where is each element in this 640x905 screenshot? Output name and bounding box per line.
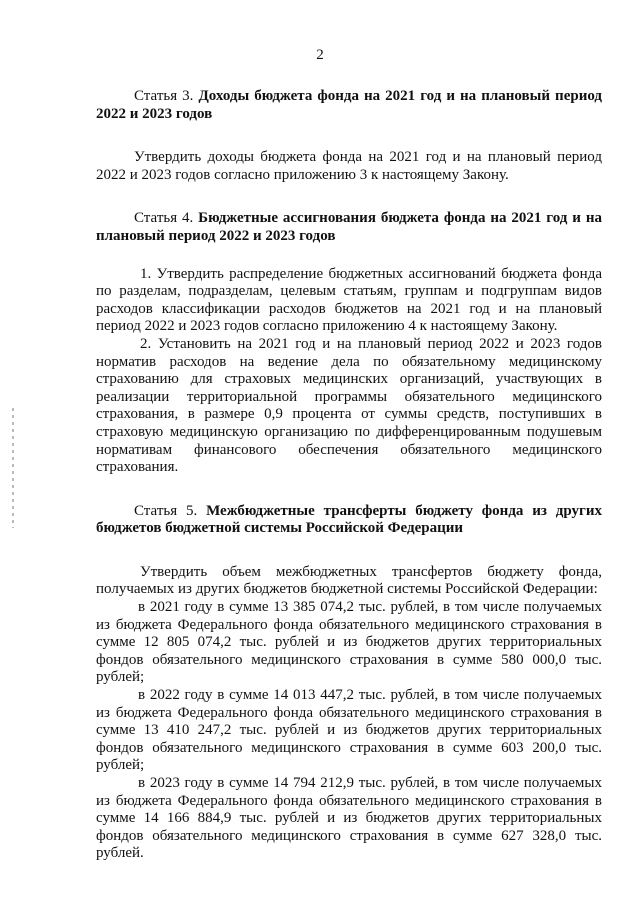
page-number: 2 bbox=[316, 47, 324, 63]
article-5-year-2022: в 2022 году в сумме 14 013 447,2 тыс. рублей, в том числе получаемых из бюджета Федерального фонда обязательного медицинского страхования в сумме 13 410 247,2 тыс. рублей и из бюджетов других территориальных фондов обязательного медицинского страхования в сумме 603 200,0 тыс. рублей; bbox=[96, 687, 602, 774]
article-3-text: Утвердить доходы бюджета фонда на 2021 год и на плановый период 2022 и 2023 годов согласно приложению 3 к настоящему Закону. bbox=[96, 149, 602, 183]
article-4-item-1: 1. Утвердить распределение бюджетных ассигнований бюджета фонда по разделам, подразделам, целевым статьям, группам и подгруппам видов расходов классификации расходов бюджетов на 2021 год и на плановый период 2022 и 2023 годов согласно приложению 4 к настоящему Закону. bbox=[96, 265, 602, 335]
spacer bbox=[96, 477, 602, 503]
article-5-label: Статья 5. bbox=[134, 502, 198, 519]
spacer bbox=[96, 246, 602, 266]
spacer bbox=[96, 123, 602, 149]
article-3-heading bbox=[96, 88, 602, 123]
article-5-title: Межбюджетные трансферты бюджету фонда из других бюджетов бюджетной системы Российской Федерации bbox=[96, 502, 602, 537]
scan-edge-mark bbox=[12, 408, 14, 528]
article-3-label: Статья 3. bbox=[134, 88, 194, 104]
article-5-heading bbox=[96, 503, 602, 538]
spacer bbox=[96, 184, 602, 210]
spacer bbox=[96, 538, 602, 564]
article-5-intro: Утвердить объем межбюджетных трансфертов бюджету фонда, получаемых из других бюджетов бюджетной системы Российской Федерации: bbox=[96, 563, 602, 598]
document-body bbox=[96, 88, 602, 863]
article-3-title: Доходы бюджета фонда на 2021 год и на плановый период 2022 и 2023 годов bbox=[96, 88, 602, 122]
article-4-label: Статья 4. bbox=[134, 210, 194, 227]
article-5-year-2021: в 2021 году в сумме 13 385 074,2 тыс. рублей, в том числе получаемых из бюджета Федерального фонда обязательного медицинского страхования в сумме 12 805 074,2 тыс. рублей и из бюджетов других территориальных фондов обязательного медицинского страхования в сумме 580 000,0 тыс. рублей; bbox=[96, 599, 602, 686]
article-4-title: Бюджетные ассигнования бюджета фонда на 2021 год и на плановый период 2022 и 2023 годов bbox=[96, 210, 602, 244]
article-4-item-2: 2. Установить на 2021 год и на плановый период 2022 и 2023 годов норматив расходов на ведение дела по обязательному медицинскому страхованию для страховых медицинских организаций, участвующих в реализации территориальной программы обязательного медицинского страхования, в размере 0,9 процента от суммы средств, поступивших в страховую медицинскую организацию по дифференцированным подушевым нормативам финансового обеспечения обязательного медицинского страхования. bbox=[96, 335, 602, 476]
article-5-year-2023: в 2023 году в сумме 14 794 212,9 тыс. рублей, в том числе получаемых из бюджета Федерального фонда обязательного медицинского страхования в сумме 14 166 884,9 тыс. рублей и из бюджетов других территориальных фондов обязательного медицинского страхования в сумме 627 328,0 тыс. рублей. bbox=[96, 775, 602, 862]
article-4-heading bbox=[96, 210, 602, 245]
